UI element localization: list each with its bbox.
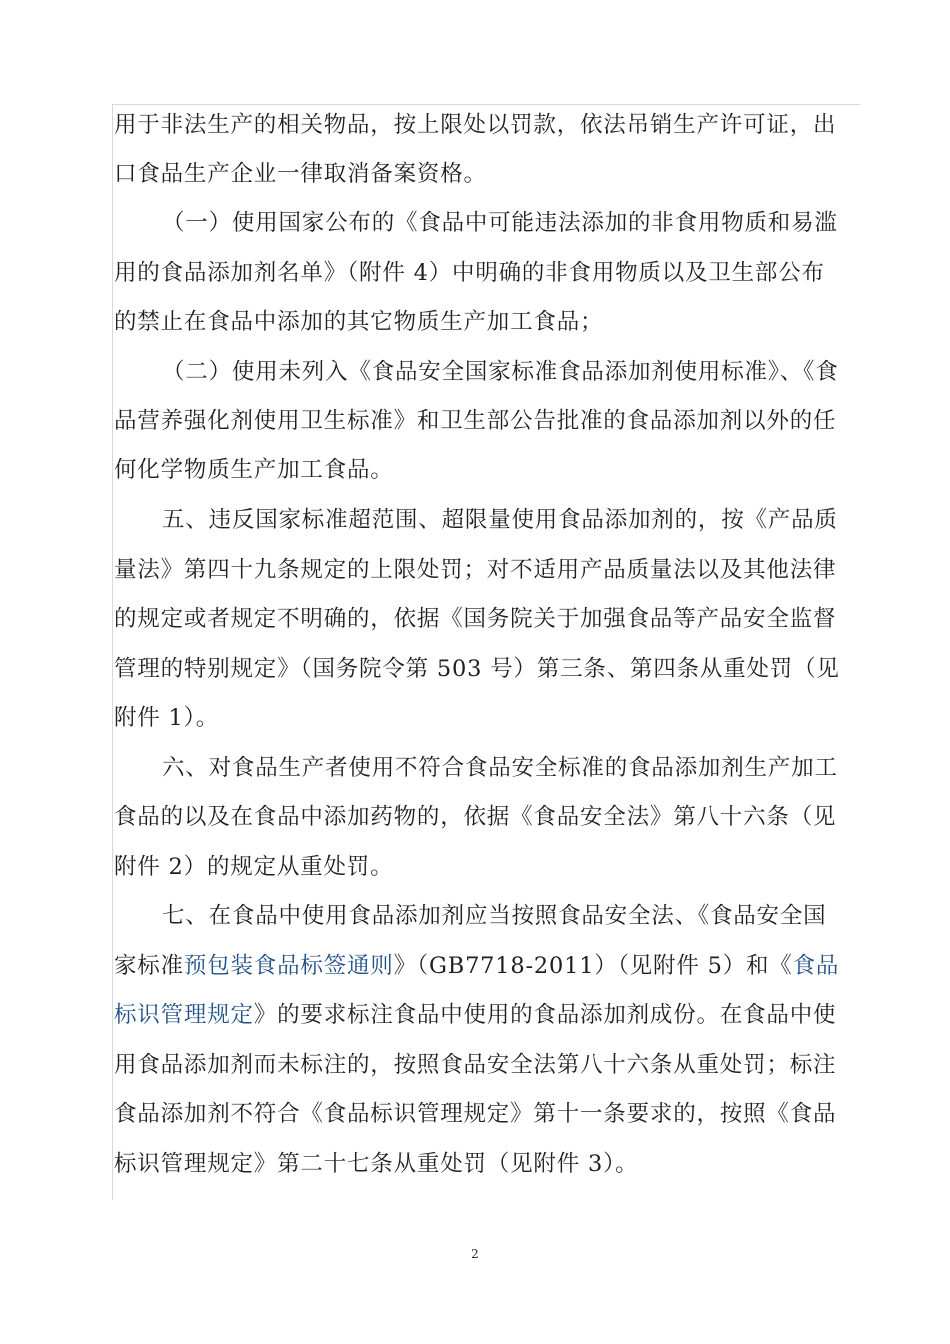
text-line: 口食品生产企业一律取消备案资格。 xyxy=(114,161,487,187)
text-line: 五、违反国家标准超范围、超限量使用食品添加剂的，按《产品质 xyxy=(162,507,838,533)
page-border-top xyxy=(112,104,860,105)
text-line: 附件 1）。 xyxy=(114,705,220,731)
text-line: 七、在食品中使用食品添加剂应当按照食品安全法、《食品安全国 xyxy=(162,903,827,929)
text-line: 用的食品添加剂名单》（附件 4）中明确的非食用物质以及卫生部公布 xyxy=(114,260,825,286)
text-line: 食品添加剂不符合《食品标识管理规定》第十一条要求的，按照《食品 xyxy=(114,1101,837,1127)
text-line xyxy=(114,1000,836,1030)
text-line: （一）使用国家公布的《食品中可能违法添加的非食用物质和易滥 xyxy=(162,210,838,236)
text-line: 何化学物质生产加工食品。 xyxy=(114,457,394,483)
text-line: 的规定或者规定不明确的，依据《国务院关于加强食品等产品安全监督 xyxy=(114,606,837,632)
text-line: 管理的特别规定》（国务院令第 503 号）第三条、第四条从重处罚（见 xyxy=(114,656,840,682)
text-segment: 》（GB7718-2011）（见附件 5）和《 xyxy=(393,953,793,979)
text-segment: 家标准 xyxy=(114,953,184,979)
link-label-prepackaged-food-standard[interactable]: 预包装食品标签通则 xyxy=(183,953,394,979)
text-segment: 》的要求标注食品中使用的食品添加剂成份。在食品中使 xyxy=(253,1002,837,1028)
text-line: 六、对食品生产者使用不符合食品安全标准的食品添加剂生产加工 xyxy=(162,755,838,781)
text-line: 的禁止在食品中添加的其它物质生产加工食品； xyxy=(114,309,604,335)
text-line: 用食品添加剂而未标注的，按照食品安全法第八十六条从重处罚；标注 xyxy=(114,1052,837,1078)
page-border-left xyxy=(112,104,113,1200)
text-line xyxy=(114,951,839,981)
text-line: 食品的以及在食品中添加药物的，依据《食品安全法》第八十六条（见 xyxy=(114,804,837,830)
text-line: 用于非法生产的相关物品，按上限处以罚款，依法吊销生产许可证，出 xyxy=(114,112,837,138)
page-number: 2 xyxy=(471,1247,479,1261)
text-line: 附件 2）的规定从重处罚。 xyxy=(114,854,394,880)
link-label-food-labeling-rules-cont[interactable]: 标识管理规定 xyxy=(114,1002,254,1028)
link-label-food-labeling-rules[interactable]: 食品 xyxy=(792,953,840,979)
text-line: 量法》第四十九条规定的上限处罚；对不适用产品质量法以及其他法律 xyxy=(114,557,837,583)
text-line: （二）使用未列入《食品安全国家标准食品添加剂使用标准》、《食 xyxy=(162,359,839,385)
text-line: 品营养强化剂使用卫生标准》和卫生部公告批准的食品添加剂以外的任 xyxy=(114,408,837,434)
text-line: 标识管理规定》第二十七条从重处罚（见附件 3）。 xyxy=(114,1151,639,1177)
